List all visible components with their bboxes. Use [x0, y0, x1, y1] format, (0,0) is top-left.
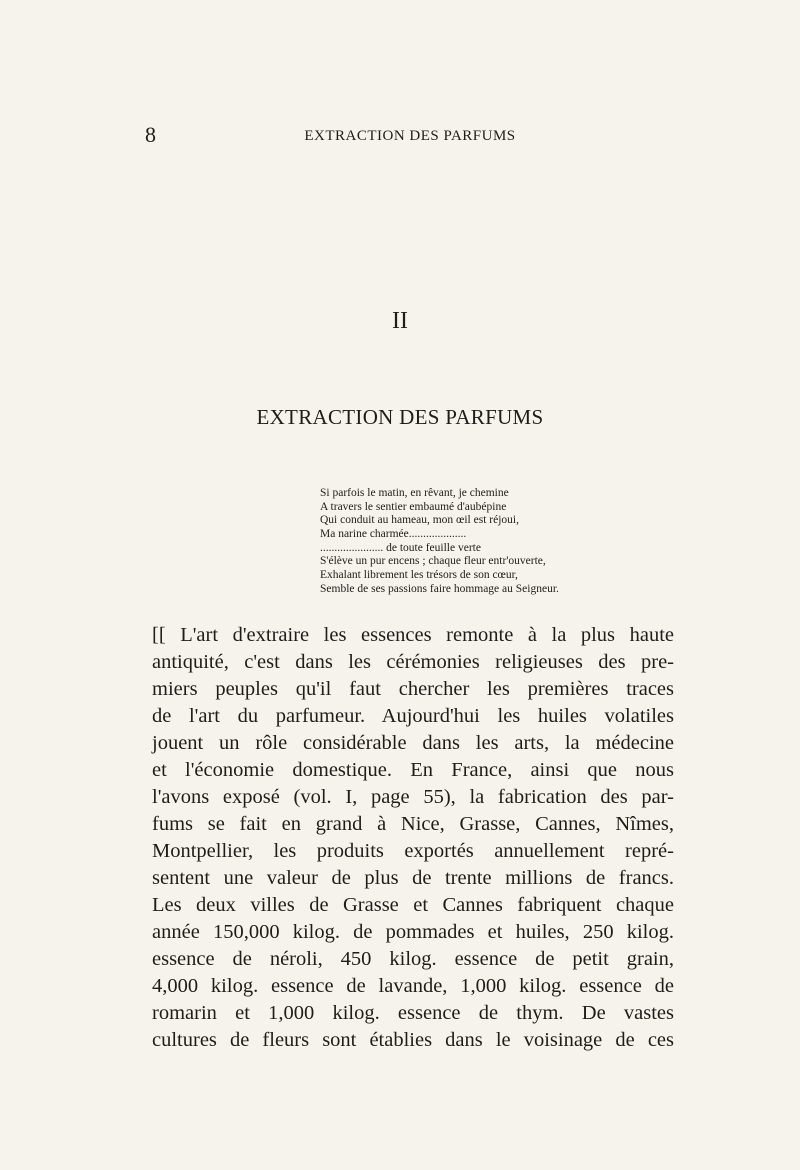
body-line: miers peuples qu'il faut chercher les premières traces: [152, 678, 674, 700]
body-line: Les deux villes de Grasse et Cannes fabriquent chaque: [152, 894, 674, 916]
body-line: l'avons exposé (vol. I, page 55), la fabrication des par-: [152, 786, 674, 808]
body-line: 4,000 kilog. essence de lavande, 1,000 kilog. essence de: [152, 975, 674, 997]
poem-line: Ma narine charmée....................: [320, 528, 467, 541]
poem-line: ...................... de toute feuille verte: [320, 541, 481, 554]
epigraph-poem: [320, 487, 665, 597]
poem-line: A travers le sentier embaumé d'aubépine: [320, 500, 507, 513]
running-head: [145, 122, 675, 152]
body-line: jouent un rôle considérable dans les arts, la médecine: [152, 732, 674, 754]
body-line: fums se fait en grand à Nice, Grasse, Cannes, Nîmes,: [152, 813, 674, 835]
poem-line: Semble de ses passions faire hommage au Seigneur.: [320, 582, 559, 595]
page-number: 8: [145, 122, 156, 147]
body-line: antiquité, c'est dans les cérémonies religieuses des pre-: [152, 651, 674, 673]
chapter-title: EXTRACTION DES PARFUMS: [256, 405, 544, 429]
body-line: romarin et 1,000 kilog. essence de thym. De vastes: [152, 1002, 674, 1024]
body-line: et l'économie domestique. En France, ainsi que nous: [152, 759, 674, 781]
body-line: cultures de fleurs sont établies dans le voisinage de ces: [152, 1029, 674, 1051]
body-text: [152, 622, 674, 1054]
body-line: de l'art du parfumeur. Aujourd'hui les huiles volatiles: [152, 705, 674, 727]
poem-line: Qui conduit au hameau, mon œil est réjoui,: [320, 514, 519, 527]
body-line: [[ L'art d'extraire les essences remonte à la plus haute: [152, 624, 674, 646]
body-line: Montpellier, les produits exportés annuellement repré-: [152, 840, 674, 862]
poem-line: S'élève un pur encens ; chaque fleur entr'ouverte,: [320, 555, 546, 568]
chapter-numeral: II: [392, 308, 408, 334]
poem-line: Si parfois le matin, en rêvant, je chemine: [320, 487, 509, 499]
body-line: sentent une valeur de plus de trente millions de francs.: [152, 867, 674, 889]
body-line: essence de néroli, 450 kilog. essence de petit grain,: [152, 948, 674, 970]
body-line: année 150,000 kilog. de pommades et huiles, 250 kilog.: [152, 921, 674, 943]
poem-line: Exhalant librement les trésors de son cœur,: [320, 569, 518, 582]
running-title: EXTRACTION DES PARFUMS: [304, 128, 516, 144]
